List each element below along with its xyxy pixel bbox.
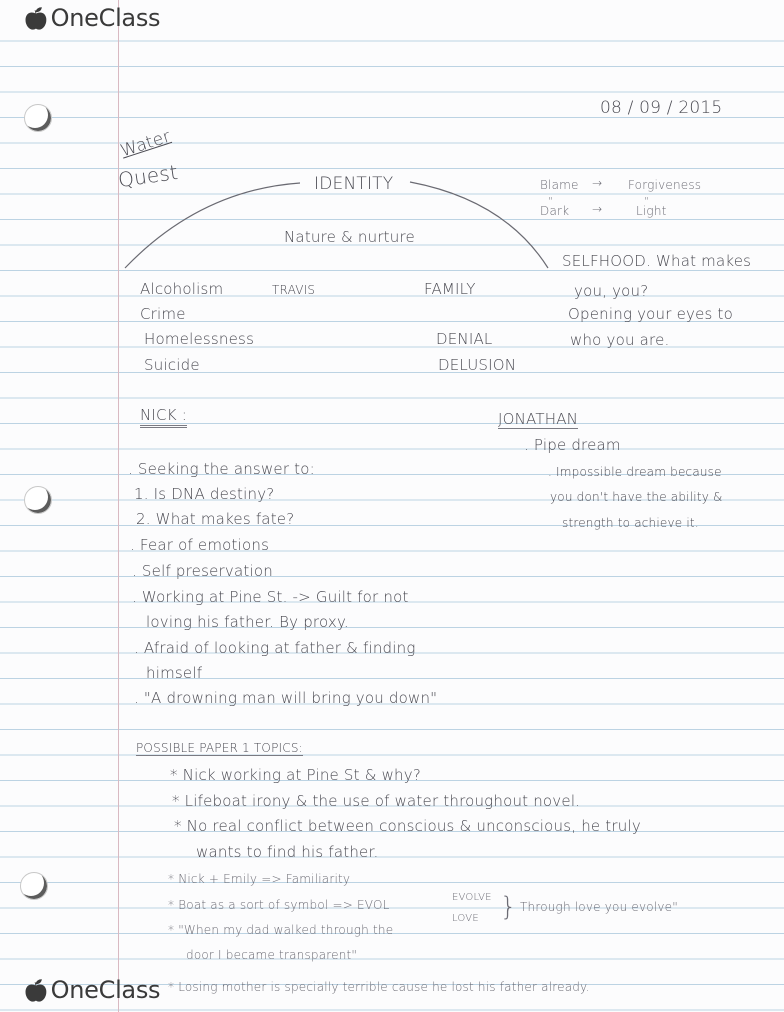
topic-item: * Losing mother is specially terrible cause he lost his father already.	[168, 980, 590, 994]
contrast-dark: Dark	[540, 204, 570, 218]
topics-heading: POSSIBLE PAPER 1 TOPICS:	[136, 741, 303, 755]
oneclass-logo-bottom: 🍎︎OneClass	[22, 976, 161, 1004]
nick-line: . Fear of emotions	[130, 536, 270, 554]
topic-item: wants to find his father.	[196, 843, 379, 861]
nick-line: loving his father. By proxy.	[146, 613, 349, 631]
contrast-ditto: "	[548, 196, 553, 207]
topic-item: * "When my dad walked through the	[168, 923, 394, 937]
list-crime: Crime	[140, 305, 186, 323]
nick-line: . Afraid of looking at father & finding	[134, 639, 416, 657]
topic-item: door I became transparent"	[186, 948, 358, 962]
jonathan-heading: JONATHAN	[498, 410, 579, 428]
apple-icon: 🍎︎	[22, 979, 50, 1004]
apple-icon: 🍎︎	[22, 7, 50, 32]
margin-note-quest: Quest	[116, 159, 180, 193]
evol-note: Through love you evolve"	[520, 900, 678, 914]
contrast-arrow: →	[592, 202, 603, 216]
jonathan-line: strength to achieve it.	[562, 516, 699, 530]
margin-note-water: Water	[118, 126, 174, 162]
selfhood-line: SELFHOOD. What makes	[562, 252, 752, 270]
binder-hole	[20, 872, 48, 900]
evol-branch-love: LOVE	[452, 913, 479, 924]
nick-line: . Seeking the answer to:	[128, 460, 315, 478]
evol-branch-evolve: EVOLVE	[452, 892, 492, 903]
topic-item: * Nick + Emily => Familiarity	[168, 872, 351, 886]
nick-line: . Working at Pine St. -> Guilt for not	[132, 588, 409, 606]
selfhood-line: you, you?	[574, 282, 649, 300]
travis-label: TRAVIS	[272, 283, 316, 297]
nick-line: 1. Is DNA destiny?	[134, 485, 275, 503]
jonathan-line: . Impossible dream because	[548, 465, 722, 479]
nick-heading: NICK :	[140, 406, 187, 428]
list-alcoholism: Alcoholism	[140, 280, 224, 298]
contrast-blame: Blame	[540, 178, 579, 192]
identity-title: IDENTITY	[314, 174, 394, 194]
nick-line: 2. What makes fate?	[136, 510, 295, 528]
contrast-light: Light	[636, 204, 667, 218]
topic-item: * Nick working at Pine St & why?	[170, 766, 421, 784]
topic-item: * Boat as a sort of symbol => EVOL	[168, 898, 390, 912]
contrast-arrow: →	[592, 176, 603, 190]
list-homelessness: Homelessness	[144, 330, 255, 348]
date: 08 / 09 / 2015	[600, 98, 723, 118]
family-label: FAMILY	[424, 280, 476, 298]
nick-line: . "A drowning man will bring you down"	[134, 689, 438, 707]
evol-brace: }	[500, 892, 517, 922]
contrast-ditto: "	[644, 196, 649, 207]
nick-line: . Self preservation	[132, 562, 273, 580]
topic-item: * No real conflict between conscious & unconscious, he truly	[174, 817, 641, 835]
jonathan-line: you don't have the ability &	[550, 490, 723, 504]
binder-hole	[24, 486, 52, 514]
jonathan-line: . Pipe dream	[524, 436, 621, 454]
selfhood-line: who you are.	[570, 331, 670, 349]
delusion-label: DELUSION	[438, 356, 517, 374]
topic-item: * Lifeboat irony & the use of water throughout novel.	[172, 792, 581, 810]
selfhood-line: Opening your eyes to	[568, 305, 733, 323]
identity-subtitle: Nature & nurture	[284, 228, 415, 246]
oneclass-logo-top: 🍎︎OneClass	[22, 4, 161, 32]
list-suicide: Suicide	[144, 356, 200, 374]
contrast-forgiveness: Forgiveness	[628, 178, 702, 192]
denial-label: DENIAL	[436, 330, 493, 348]
nick-line: himself	[146, 664, 203, 682]
